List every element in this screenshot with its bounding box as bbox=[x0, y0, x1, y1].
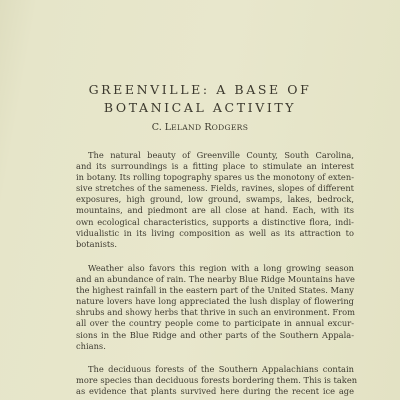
author-initial: C. L bbox=[151, 122, 172, 133]
author-first-name-rest: ELAND bbox=[171, 123, 202, 132]
paragraph-line: and its surroundings is a fitting place to stimulate an interest bbox=[76, 161, 354, 172]
paragraph-line: exposures, high ground, low ground, swamps, lakes, bedrock, bbox=[76, 194, 354, 205]
paragraph-line: sive stretches of the sameness. Fields, ravines, slopes of different bbox=[76, 183, 354, 194]
paragraph-line: more species than deciduous forests bordering them. This is taken bbox=[76, 375, 358, 386]
paragraph-2 bbox=[76, 263, 354, 352]
paragraph-1 bbox=[76, 150, 354, 250]
paragraph-line: mountains, and piedmont are all close at hand. Each, with its bbox=[76, 205, 354, 216]
article-title-line-2: BOTANICAL ACTIVITY bbox=[103, 100, 297, 115]
paragraph-line: botanists. bbox=[76, 238, 118, 249]
paragraph-line: The natural beauty of Greenville County, South Carolina, bbox=[88, 150, 354, 160]
article-title-line-1: GREENVILLE: A BASE OF bbox=[88, 82, 312, 97]
paragraph-line: sions in the Blue Ridge and other parts of the Southern Appala- bbox=[76, 329, 354, 340]
paragraph-line: vidualistic in its living composition as well as its attraction to bbox=[76, 227, 354, 238]
author-last-initial: R bbox=[201, 122, 212, 133]
paragraph-line: in botany. Its rolling topography spares us the monotony of exten- bbox=[76, 172, 354, 183]
paragraph-line: The deciduous forests of the Southern Appalachians contain bbox=[88, 364, 354, 374]
author-last-name-rest: ODGERS bbox=[211, 123, 249, 132]
paragraph-line: chians. bbox=[76, 340, 106, 351]
article-author bbox=[0, 122, 400, 133]
paragraph-line: all over the country people come to participate in annual excur- bbox=[76, 318, 354, 329]
paragraph-line: shrubs and showy herbs that thrive in such an environment. From bbox=[76, 307, 355, 318]
paragraph-3 bbox=[76, 364, 358, 397]
paragraph-line: Weather also favors this region with a long growing season bbox=[88, 263, 354, 273]
paragraph-line: own ecological characteristics, supports a distinctive flora, indi- bbox=[76, 216, 354, 227]
paragraph-line: the highest rainfall in the eastern part of the United States. Many bbox=[76, 285, 354, 296]
paragraph-line: as evidence that plants survived here during the recent ice age bbox=[76, 386, 354, 397]
paragraph-line: nature lovers have long appreciated the lush display of flowering bbox=[76, 296, 354, 307]
paragraph-line: and an abundance of rain. The nearby Blue Ridge Mountains have bbox=[76, 274, 355, 285]
